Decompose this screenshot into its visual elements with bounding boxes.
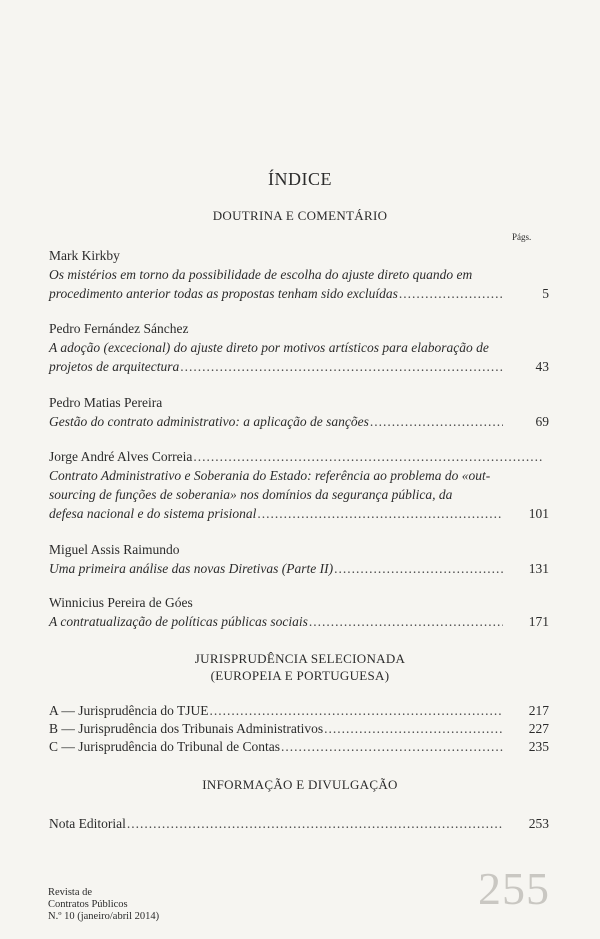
dot-leader bbox=[193, 448, 543, 466]
entry-page-number: 171 bbox=[528, 614, 549, 629]
page-number: 255 bbox=[478, 863, 550, 914]
dot-leader bbox=[180, 357, 503, 376]
entry-title-line: procedimento anterior todas as propostas tenham sido excluídas bbox=[49, 286, 398, 301]
dot-leader bbox=[324, 721, 503, 737]
entry-title-last-line bbox=[49, 504, 549, 523]
entry-page-number: 131 bbox=[528, 561, 549, 576]
dot-leader bbox=[309, 612, 503, 631]
entry-page-number: 235 bbox=[528, 739, 549, 754]
entry-title-line: A contratualização de políticas públicas sociais bbox=[49, 614, 308, 629]
toc-entry-pereira[interactable] bbox=[49, 394, 549, 431]
entry-title-line: Contrato Administrativo e Soberania do Estado: referência ao problema do «out- bbox=[49, 468, 491, 483]
pages-column-label: Págs. bbox=[512, 232, 532, 242]
entry-label: A — Jurisprudência do TJUE bbox=[49, 703, 209, 718]
entry-title-last-line bbox=[49, 284, 549, 303]
entry-page-number: 43 bbox=[535, 359, 549, 374]
journal-footer bbox=[48, 887, 159, 923]
entry-page-number: 253 bbox=[528, 816, 549, 831]
entry-author: Winnicius Pereira de Góes bbox=[49, 595, 193, 610]
entry-title-line: projetos de arquitectura bbox=[49, 359, 180, 374]
entry-page-number: 101 bbox=[528, 506, 549, 521]
entry-page-number: 5 bbox=[542, 286, 549, 301]
section-informacao-heading: INFORMAÇÃO E DIVULGAÇÃO bbox=[202, 777, 398, 792]
section-doutrina-heading: DOUTRINA E COMENTÁRIO bbox=[212, 208, 388, 223]
dot-leader bbox=[257, 504, 503, 523]
dot-leader bbox=[127, 816, 503, 832]
toc-entry-jurisprudence-a[interactable] bbox=[49, 703, 549, 719]
dot-leader bbox=[399, 284, 503, 303]
entry-title-line: Uma primeira análise das novas Diretivas (Parte II) bbox=[49, 561, 334, 576]
toc-entry-raimundo[interactable] bbox=[49, 541, 549, 578]
dot-leader bbox=[209, 703, 503, 719]
section-jurisprudencia-heading: JURISPRUDÊNCIA SELECIONADA bbox=[194, 651, 406, 666]
dot-leader bbox=[334, 559, 503, 578]
dot-leader bbox=[370, 412, 503, 431]
entry-title-line: sourcing de funções de soberania» nos domínios da segurança pública, da bbox=[49, 487, 453, 502]
entry-author: Jorge André Alves Correia bbox=[49, 449, 193, 464]
entry-author: Mark Kirkby bbox=[49, 248, 120, 263]
entry-title-line: A adoção (excecional) do ajuste direto por motivos artísticos para elaboração de bbox=[49, 340, 489, 355]
toc-entry-jurisprudence-c[interactable] bbox=[49, 739, 549, 755]
entry-label: Nota Editorial bbox=[49, 816, 126, 831]
index-title: ÍNDICE bbox=[268, 169, 332, 189]
entry-author: Pedro Matias Pereira bbox=[49, 395, 163, 410]
footer-line: Revista de bbox=[48, 887, 93, 898]
entry-title-line: Gestão do contrato administrativo: a aplicação de sanções bbox=[49, 414, 369, 429]
toc-entry-jurisprudence-b[interactable] bbox=[49, 721, 549, 737]
entry-title-line: defesa nacional e do sistema prisional bbox=[49, 506, 257, 521]
entry-title-last-line bbox=[49, 559, 549, 578]
entry-author: Miguel Assis Raimundo bbox=[49, 542, 180, 557]
entry-title-line: Os mistérios em torno da possibilidade de escolha do ajuste direto quando em bbox=[49, 267, 473, 282]
toc-entry-goes[interactable] bbox=[49, 594, 549, 631]
footer-line: N.º 10 (janeiro/abril 2014) bbox=[48, 911, 160, 922]
section-jurisprudencia-subheading: (EUROPEIA E PORTUGUESA) bbox=[210, 668, 390, 683]
footer-line: Contratos Públicos bbox=[48, 899, 128, 910]
entry-label: C — Jurisprudência do Tribunal de Contas bbox=[49, 739, 280, 754]
entry-author: Pedro Fernández Sánchez bbox=[49, 321, 189, 336]
entry-title-last-line bbox=[49, 412, 549, 431]
entry-page-number: 217 bbox=[528, 703, 549, 718]
toc-entry-nota-editorial[interactable] bbox=[49, 816, 549, 832]
entry-title-last-line bbox=[49, 612, 549, 631]
toc-entry-fernandez[interactable] bbox=[49, 320, 549, 376]
dot-leader bbox=[281, 739, 503, 755]
entry-page-number: 69 bbox=[535, 414, 549, 429]
entry-label: B — Jurisprudência dos Tribunais Administrativos bbox=[49, 721, 324, 736]
toc-entry-kirkby[interactable] bbox=[49, 247, 549, 303]
entry-author-row bbox=[49, 448, 549, 466]
entry-title-last-line bbox=[49, 357, 549, 376]
entry-page-number: 227 bbox=[528, 721, 549, 736]
toc-entry-correia[interactable] bbox=[49, 448, 549, 523]
